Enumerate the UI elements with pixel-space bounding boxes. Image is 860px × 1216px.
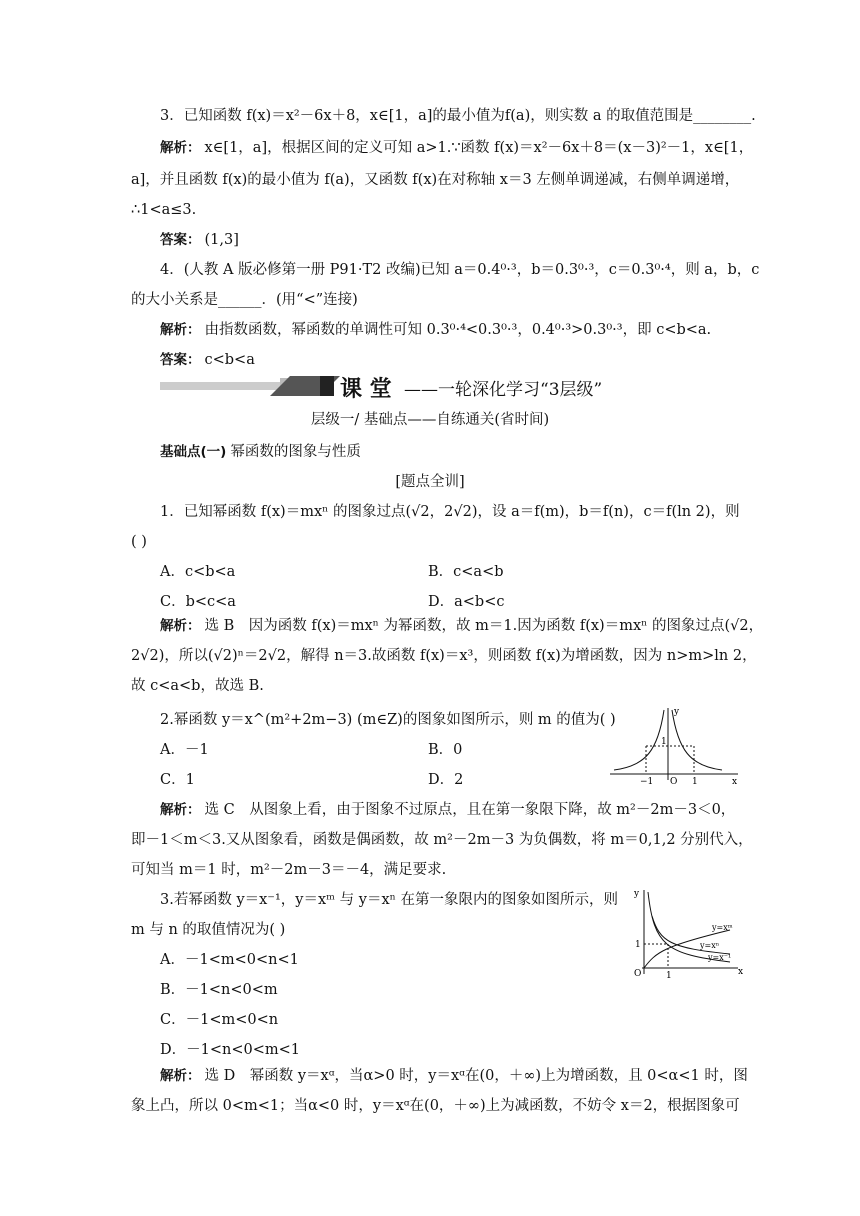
answer-option: A．－1 [160, 742, 209, 758]
line-text: 即－1＜m＜3.又从图象看，函数是偶函数，故 m²－2m－3 为负偶数，将 m＝0,1,2 分别代入， [131, 832, 753, 848]
text-line [160, 106, 756, 126]
answer-option: B．c<a<b [428, 564, 504, 580]
g2-x-label: x [738, 967, 744, 977]
graph-q2 [606, 704, 746, 784]
text-line [160, 138, 753, 158]
answer-option: A．c<b<a [160, 564, 236, 580]
text-line [160, 800, 735, 820]
line-text: 的大小关系是______．(用“<”连接) [131, 292, 358, 308]
text-line [160, 230, 239, 250]
text-line [160, 350, 255, 370]
line-text: 选 C 从图象上看，由于图象不过原点，且在第一象限下降，故 m²－2m－3＜0， [204, 802, 736, 818]
g1-top: 1 [661, 737, 667, 747]
answer-option: A．－1<m<0<n<1 [160, 952, 299, 968]
answer-option: C．－1<m<0<n [160, 1012, 279, 1028]
line-text: 4．(人教 A 版必修第一册 P91·T2 改编)已知 a＝0.4⁰·³，b＝0.3⁰·³，c＝0.3⁰·⁴，则 a，b，c [160, 262, 760, 278]
text-line [160, 320, 711, 340]
line-text: c<b<a [204, 352, 255, 368]
text-line [131, 646, 757, 666]
g1-x-label: x [732, 777, 738, 784]
line-label: 解析： [160, 1068, 201, 1084]
line-text: 选 D 幂函数 y＝xᵅ，当α>0 时，y＝xᵅ在(0，＋∞)上为增函数，且 0<α<1 时，图 [204, 1068, 748, 1084]
line-text: ∴1<a≤3. [131, 202, 197, 218]
g2-y-label: y [634, 889, 640, 899]
tagline: [题点全训] [395, 474, 465, 490]
line-text: 选 B 因为函数 f(x)＝mxⁿ 为幂函数，故 m＝1.因为函数 f(x)＝mxⁿ 的图象过点(√2， [204, 618, 764, 634]
text-line [131, 920, 285, 940]
text-line [131, 532, 147, 552]
line-label: 解析： [160, 618, 201, 634]
line-text: 由指数函数，幂函数的单调性可知 0.3⁰·⁴<0.3⁰·³，0.4⁰·³>0.3⁰·³，即 c<b<a. [204, 322, 712, 338]
text-line [131, 290, 358, 310]
graph-q3 [626, 886, 744, 978]
text-line [131, 860, 446, 880]
text-line [160, 260, 759, 280]
line-text: x∈[1，a]，根据区间的定义可知 a>1.∵函数 f(x)＝x²－6x＋8＝(x－3)²－1，x∈[1， [204, 140, 754, 156]
g2-origin: O [634, 969, 642, 978]
g1-one: 1 [692, 777, 698, 784]
g2-label-m: y=xᵐ [712, 923, 733, 932]
answer-option: D．2 [428, 772, 464, 788]
answer-option: C．1 [160, 772, 195, 788]
line-text: m 与 n 的取值情况为( ) [131, 922, 286, 938]
text-line [131, 830, 753, 850]
line-text: 2.幂函数 y＝x^(m²+2m−3) (m∈Z)的图象如图所示，则 m 的值为( ) [160, 712, 616, 728]
text-line [160, 616, 763, 636]
g1-neg1: −1 [640, 777, 654, 784]
line-text: 幂函数的图象与性质 [230, 444, 361, 460]
text-line [160, 890, 618, 910]
line-label: 答案： [160, 232, 201, 248]
line-text: 故 c<a<b，故选 B. [131, 678, 264, 694]
line-text: 1．已知幂函数 f(x)＝mxⁿ 的图象过点(√2，2√2)，设 a＝f(m)，b＝f(n)，c＝f(ln 2)，则 [160, 504, 740, 520]
line-text: 3.若幂函数 y＝x⁻¹，y＝xᵐ 与 y＝xⁿ 在第一象限内的图象如图所示，则 [160, 892, 619, 908]
text-line [131, 170, 739, 190]
g2-one-y: 1 [635, 940, 641, 950]
text-line [160, 1066, 748, 1086]
line-label: 解析： [160, 802, 201, 818]
line-text: a]，并且函数 f(x)的最小值为 f(a)，又函数 f(x)在对称轴 x＝3 左侧单调递减，右侧单调递增， [131, 172, 740, 188]
text-line [160, 442, 361, 462]
answer-option: B．0 [428, 742, 463, 758]
line-text: 2√2)，所以(√2)ⁿ＝2√2，解得 n＝3.故函数 f(x)＝x³，则函数 f(x)为增函数，因为 n>m>ln 2， [131, 648, 757, 664]
text-line [160, 710, 616, 730]
line-label: 答案： [160, 352, 201, 368]
g1-origin: O [670, 777, 678, 784]
answer-option: D．a<b<c [428, 594, 505, 610]
line-text: 象上凸，所以 0<m<1；当α<0 时，y＝xᵅ在(0，＋∞)上为减函数，不妨令 x＝2，根据图象可 [131, 1098, 740, 1114]
answer-option: B．－1<n<0<m [160, 982, 278, 998]
banner-subtitle: ——一轮深化学习“3层级” [404, 380, 603, 400]
text-line [131, 676, 264, 696]
g1-y-label: y [674, 707, 680, 717]
g2-label-n: y=xⁿ [700, 941, 720, 950]
line-text: 可知当 m＝1 时，m²－2m－3＝－4，满足要求. [131, 862, 447, 878]
g2-one-x: 1 [666, 971, 672, 978]
answer-option: C．b<c<a [160, 594, 236, 610]
g2-label-inv: y=x⁻¹ [708, 953, 732, 962]
section-banner [160, 374, 740, 402]
answer-option: D．－1<n<0<m<1 [160, 1042, 300, 1058]
line-label: 解析： [160, 322, 201, 338]
text-line [131, 200, 196, 220]
level-subheading: 层级一/ 基础点——自练通关(省时间) [310, 412, 550, 428]
line-label: 基础点(一) [160, 444, 227, 460]
line-text: (1,3] [204, 232, 239, 248]
line-text: ( ) [131, 534, 147, 550]
banner-title: 课 堂 [340, 377, 392, 402]
line-label: 解析： [160, 140, 201, 156]
text-line [160, 502, 740, 522]
line-text: 3．已知函数 f(x)＝x²－6x＋8，x∈[1，a]的最小值为f(a)，则实数 a 的取值范围是________. [160, 108, 756, 124]
text-line [131, 1096, 740, 1116]
